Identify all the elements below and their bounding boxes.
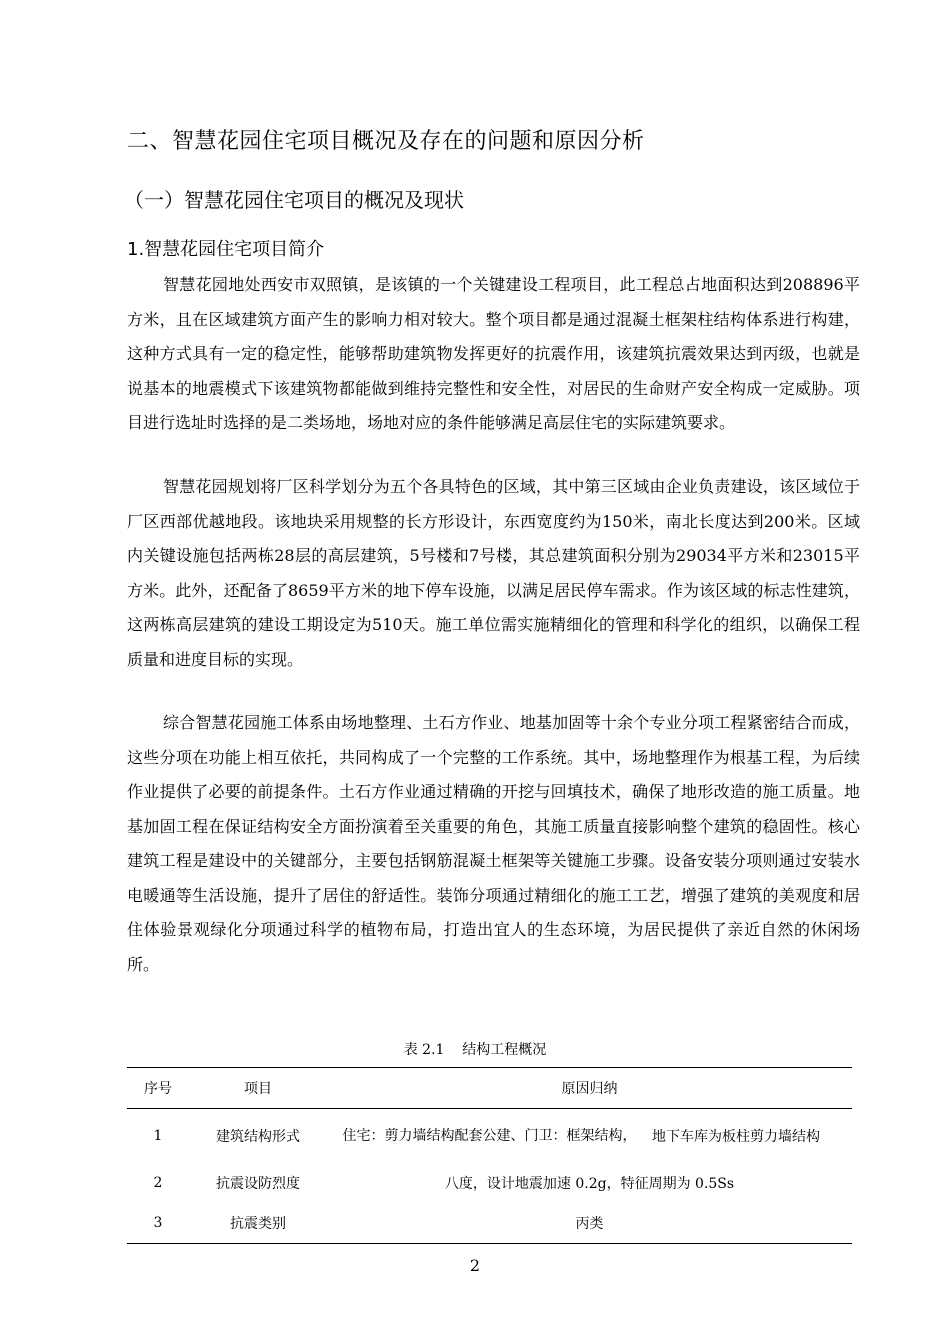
body-paragraph-1: 智慧花园地处西安市双照镇，是该镇的一个关键建设工程项目，此工程总占地面积达到208896平方米，且在区域建筑方面产生的影响力相对较大。整个项目都是通过混凝土框架柱结构体系进行构建，这种方式具有一定的稳定性，能够帮助建筑物发挥更好的抗震作用，该建筑抗震效果达到丙级，也就是说基本的地震模式下该建筑物都能做到维持完整性和安全性，对居民的生命财产安全构成一定威胁。项目进行选址时选择的是二类场地，场地对应的条件能够满足高层住宅的实际建筑要求。 (127, 275, 860, 432)
cell-no: 2 (153, 1175, 163, 1191)
cell-summary-left: 住宅：剪力墙结构配套公建、门卫：框架结构， (342, 1128, 637, 1144)
cell-item: 抗震类别 (189, 1203, 327, 1244)
cell-item: 抗震设防烈度 (216, 1176, 300, 1192)
table-row (127, 1203, 852, 1244)
cell-item: 建筑结构形式 (216, 1129, 300, 1145)
body-paragraph-3: 综合智慧花园施工体系由场地整理、土石方作业、地基加固等十余个专业分项工程紧密结合而成，这些分项在功能上相互依托，共同构成了一个完整的工作系统。其中，场地整理作为根基工程，为后续作业提供了必要的前提条件。土石方作业通过精确的开挖与回填技术，确保了地形改造的施工质量。地基加固工程在保证结构安全方面扮演着至关重要的角色，其施工质量直接影响整个建筑的稳固性。核心建筑工程是建设中的关键部分，主要包括钢筋混凝土框架等关键施工步骤。设备安装分项则通过安装水电暖通等生活设施，提升了居住的舒适性。装饰分项通过精细化的施工工艺，增强了建筑的美观度和居住体验景观绿化分项通过科学的植物布局，打造出宜人的生态环境，为居民提供了亲近自然的休闲场所。 (127, 713, 860, 974)
cell-no: 3 (127, 1203, 189, 1244)
cell-summary-right: 地下车库为板柱剪力墙结构 (652, 1129, 820, 1145)
subsection-title: （一）智慧花园住宅项目的概况及现状 (124, 188, 464, 212)
header-item: 项目 (189, 1068, 327, 1109)
page-number: 2 (469, 1256, 481, 1275)
cell-no: 1 (153, 1128, 163, 1144)
header-summary: 原因归纳 (327, 1068, 852, 1109)
table-row (127, 1163, 852, 1203)
cell-summary: 八度，设计地震加速 0.2g，特征周期为 0.5Ss (444, 1176, 735, 1192)
cell-summary: 丙类 (327, 1203, 852, 1244)
section-title: 二、智慧花园住宅项目概况及存在的问题和原因分析 (127, 129, 645, 154)
table-header-row (127, 1068, 852, 1109)
table-row (127, 1109, 852, 1164)
body-paragraph-2: 智慧花园规划将厂区科学划分为五个各具特色的区域，其中第三区域由企业负责建设，该区域位于厂区西部优越地段。该地块采用规整的长方形设计，东西宽度约为150米，南北长度达到200米。区域内关键设施包括两栋28层的高层建筑，5号楼和7号楼，其总建筑面积分别为29034平方米和23015平方米。此外，还配备了8659平方米的地下停车设施，以满足居民停车需求。作为该区域的标志性建筑，这两栋高层建筑的建设工期设定为510天。施工单位需实施精细化的管理和科学化的组织，以确保工程质量和进度目标的实现。 (127, 477, 860, 669)
table-caption: 表 2.1 结构工程概况 (403, 1042, 547, 1058)
header-no: 序号 (127, 1068, 189, 1109)
structure-overview-table (127, 1067, 852, 1244)
subsubsection-title: 1.智慧花园住宅项目简介 (127, 239, 325, 260)
